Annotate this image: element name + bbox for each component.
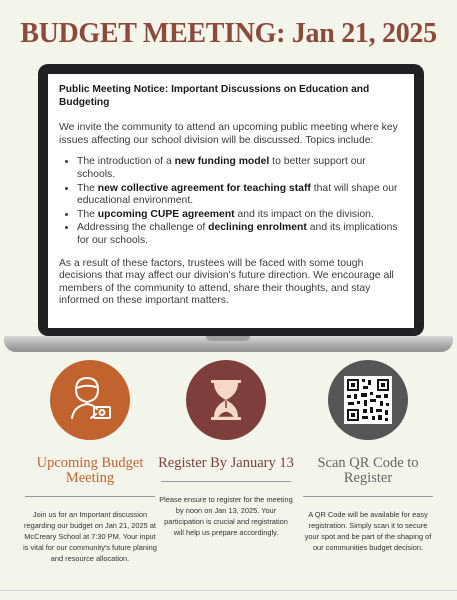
- laptop-notch: [206, 336, 250, 341]
- topic-item: • Addressing the challenge of declining enrolment and its implications for our schools.: [77, 222, 402, 247]
- hourglass-icon: [186, 360, 266, 440]
- budget-meeting-title: Upcoming Budget Meeting: [36, 455, 144, 486]
- register-text: Please ensure to register for the meeting by noon on Jan 13, 2025. Your participation is crucial and registration will help us prepare accordingly.: [159, 495, 293, 537]
- page-title: BUDGET MEETING: Jan 21, 2025: [20, 18, 437, 49]
- qr-text: A QR Code will be available for easy registration. Simply scan it to secure your spot and be part of the shaping of our communities budget decision.: [304, 510, 432, 552]
- qr-column: [293, 360, 443, 553]
- topic-item: • The new collective agreement for teaching staff that will shape our educational environment.: [77, 183, 402, 208]
- footer-divider: [0, 590, 457, 591]
- column-divider: [25, 496, 155, 497]
- column-divider: [161, 481, 291, 482]
- topic-item: • The upcoming CUPE agreement and its impact on the division.: [77, 209, 402, 222]
- notice-intro: We invite the community to attend an upcoming public meeting where key issues affecting our school division will be discussed. Topics include:: [59, 122, 398, 146]
- budget-meeting-text: Join us for an Important discussion regarding our budget on Jan 21, 2025 at McCreary School at 7:30 PM. Your input is vital for our community's future planing and resource allocation.: [23, 510, 157, 563]
- notice-closing: As a result of these factors, trustees will be faced with some tough decisions that may affect our division's future direction. We encourage all members of the community to attend, share their thoughts, and stay informed on these important matters.: [59, 257, 394, 307]
- budget-meeting-column: [15, 360, 165, 564]
- topic-list: [59, 156, 402, 247]
- notice-panel: [48, 74, 414, 328]
- qr-code-icon[interactable]: [328, 360, 408, 440]
- person-money-icon: [50, 360, 130, 440]
- column-divider: [303, 496, 433, 497]
- notice-title: Public Meeting Notice: Important Discussions on Education and Budgeting: [59, 84, 370, 108]
- register-title: Register By January 13: [158, 455, 294, 471]
- topic-item: • The introduction of a new funding model to better support our schools.: [77, 156, 402, 181]
- register-column: [151, 360, 301, 538]
- qr-title: Scan QR Code to Register: [317, 455, 419, 486]
